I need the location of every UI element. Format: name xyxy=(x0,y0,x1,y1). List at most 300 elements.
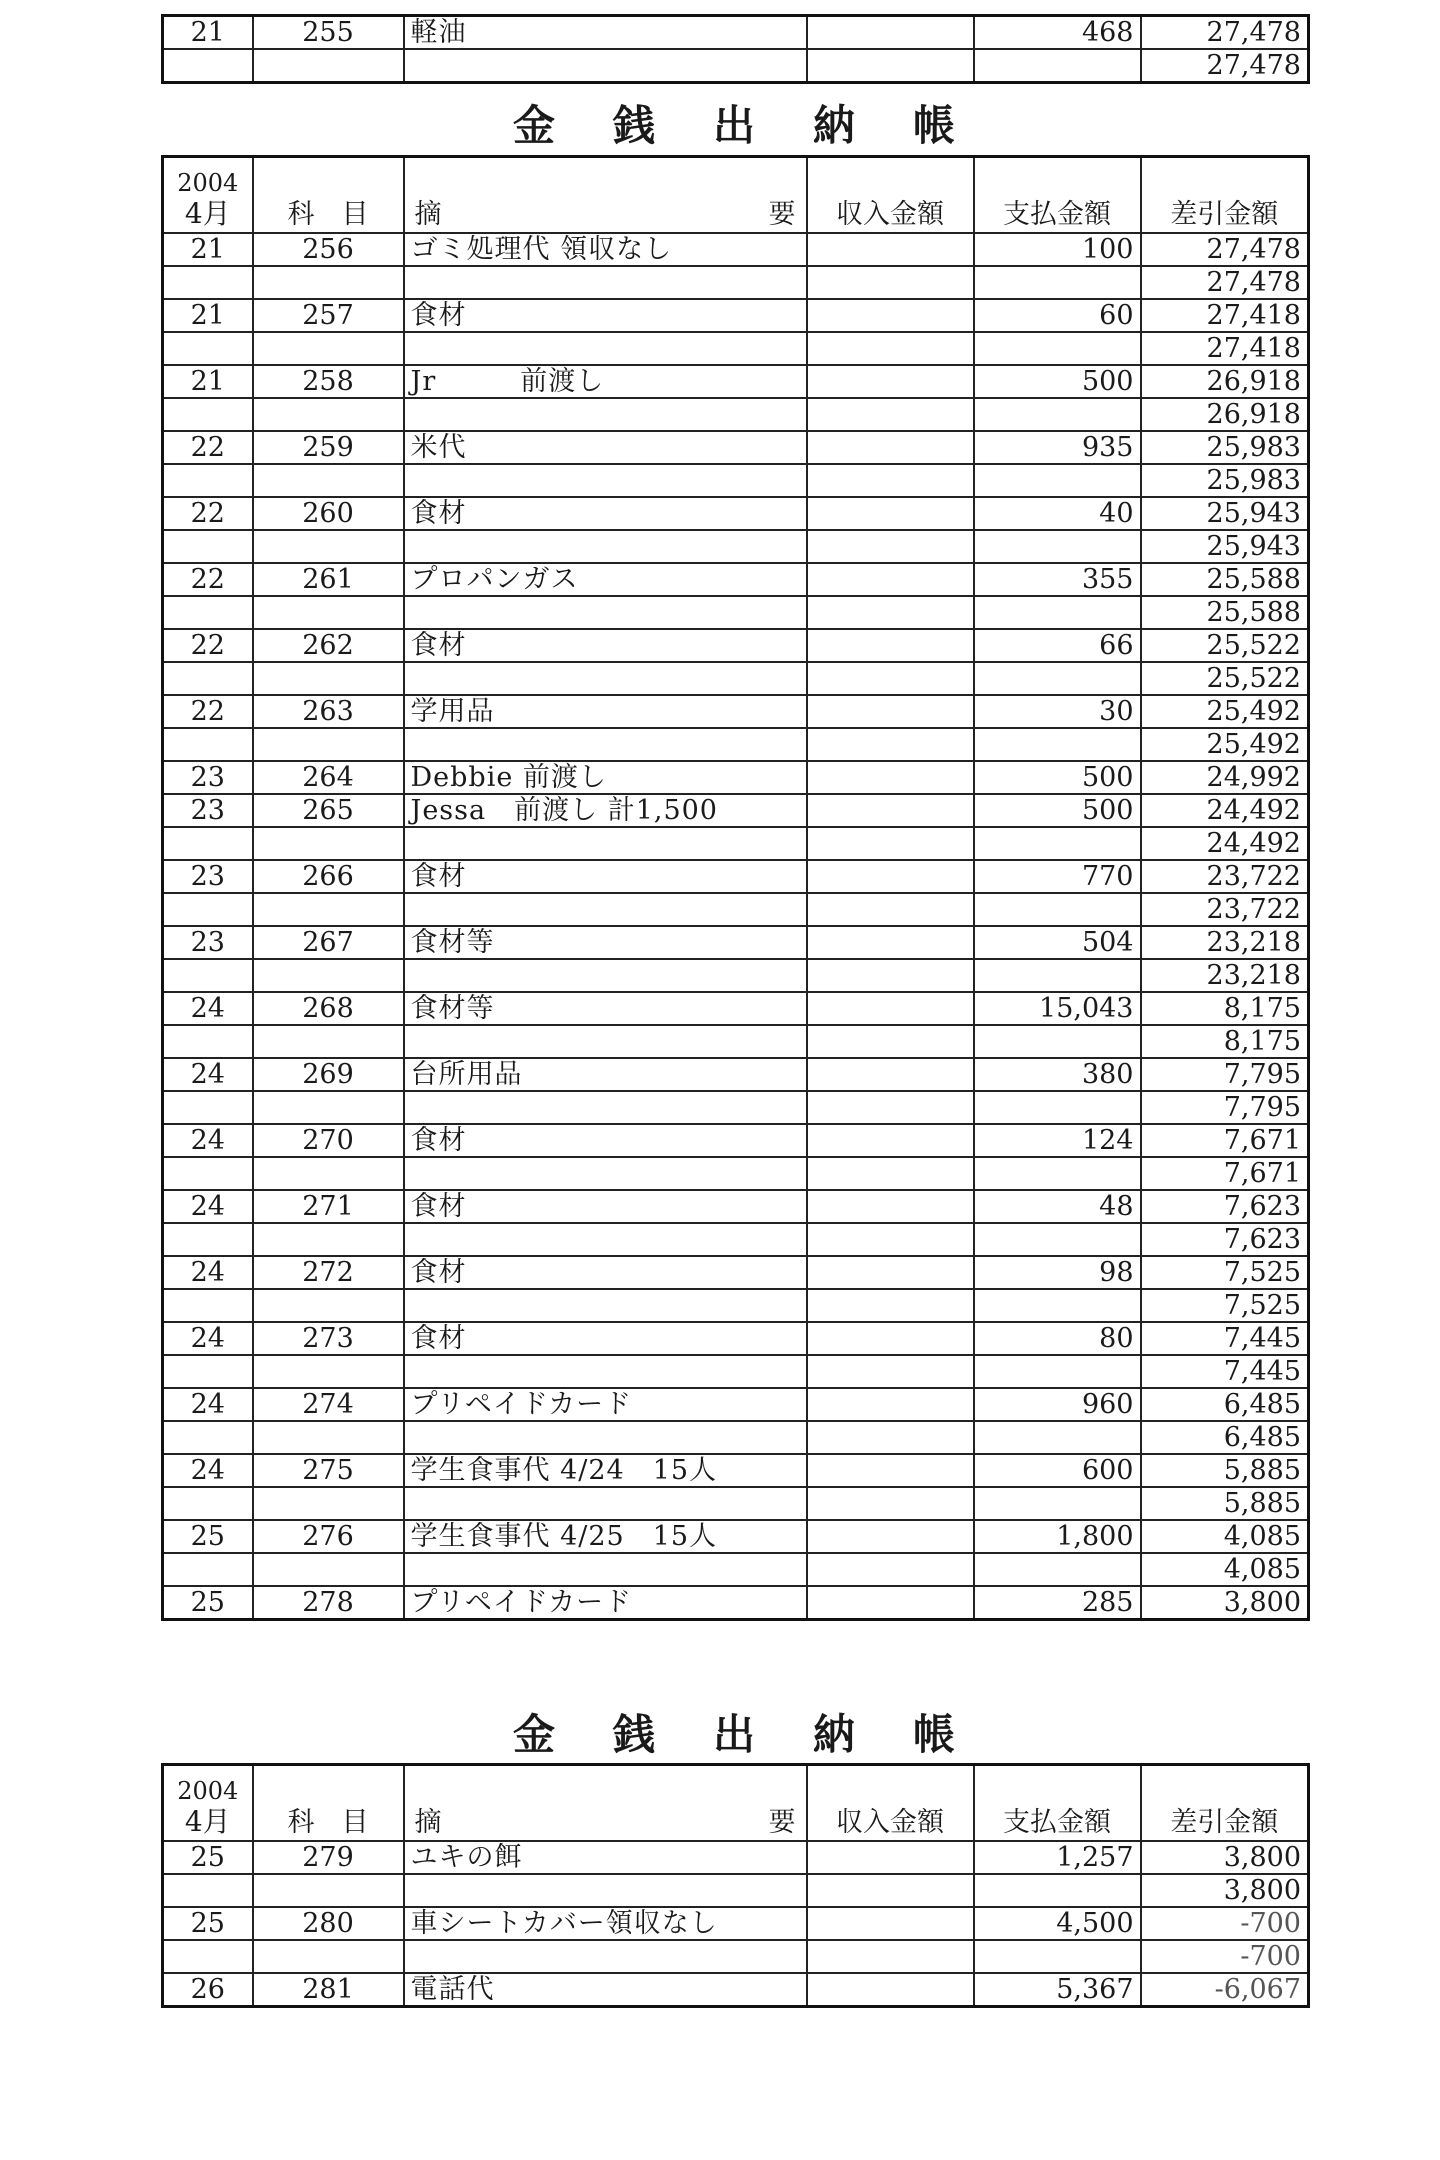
description-cell: 車シートカバー領収なし xyxy=(404,1907,807,1940)
date-cell xyxy=(163,662,253,695)
income-cell xyxy=(807,761,974,794)
date-cell xyxy=(163,266,253,299)
account-number-cell xyxy=(253,893,404,926)
payment-cell: 380 xyxy=(974,1058,1141,1091)
description-cell xyxy=(404,596,807,629)
income-cell xyxy=(807,1124,974,1157)
account-number-cell xyxy=(253,530,404,563)
account-number-cell xyxy=(253,1289,404,1322)
account-number-cell xyxy=(253,266,404,299)
balance-cell: 27,478 xyxy=(1141,49,1309,83)
payment-cell: 285 xyxy=(974,1586,1141,1620)
description-cell xyxy=(404,398,807,431)
description-cell xyxy=(404,662,807,695)
income-cell xyxy=(807,1388,974,1421)
table-row xyxy=(163,49,1309,83)
date-cell: 22 xyxy=(163,563,253,596)
account-number-cell xyxy=(253,959,404,992)
account-number-cell xyxy=(253,1940,404,1973)
income-cell xyxy=(807,431,974,464)
date-cell: 24 xyxy=(163,1256,253,1289)
payment-cell xyxy=(974,893,1141,926)
ledger-title: 金銭出納帳 xyxy=(512,101,1013,150)
description-cell xyxy=(404,1553,807,1586)
date-cell: 23 xyxy=(163,761,253,794)
description-cell: プロパンガス xyxy=(404,563,807,596)
income-column-header: 収入金額 xyxy=(807,1765,974,1842)
account-number-cell: 280 xyxy=(253,1907,404,1940)
table-row xyxy=(163,431,1309,464)
payment-cell: 500 xyxy=(974,365,1141,398)
income-cell xyxy=(807,827,974,860)
table-row xyxy=(163,1421,1309,1454)
balance-cell: 25,492 xyxy=(1141,728,1309,761)
description-cell: Debbie 前渡し xyxy=(404,761,807,794)
income-cell xyxy=(807,464,974,497)
description-cell xyxy=(404,1025,807,1058)
table-row xyxy=(163,1874,1309,1907)
balance-cell: 24,992 xyxy=(1141,761,1309,794)
date-cell xyxy=(163,530,253,563)
description-cell: プリペイドカード xyxy=(404,1388,807,1421)
balance-cell: 25,943 xyxy=(1141,497,1309,530)
date-cell xyxy=(163,1223,253,1256)
income-cell xyxy=(807,596,974,629)
description-cell: 食材 xyxy=(404,497,807,530)
income-cell xyxy=(807,1157,974,1190)
table-row xyxy=(163,1190,1309,1223)
balance-cell: 27,418 xyxy=(1141,332,1309,365)
income-cell xyxy=(807,299,974,332)
account-number-cell xyxy=(253,332,404,365)
income-cell xyxy=(807,49,974,83)
balance-cell: 7,445 xyxy=(1141,1322,1309,1355)
payment-column-header: 支払金額 xyxy=(974,157,1141,234)
income-cell xyxy=(807,1553,974,1586)
table-row xyxy=(163,1157,1309,1190)
income-cell xyxy=(807,959,974,992)
payment-cell xyxy=(974,1157,1141,1190)
description-cell xyxy=(404,1487,807,1520)
description-cell xyxy=(404,1421,807,1454)
desc-right-label: 要 xyxy=(768,1807,796,1838)
income-cell xyxy=(807,1421,974,1454)
account-number-cell: 255 xyxy=(253,16,404,50)
account-number-cell: 258 xyxy=(253,365,404,398)
date-cell: 24 xyxy=(163,1454,253,1487)
balance-cell: 7,623 xyxy=(1141,1190,1309,1223)
table-row xyxy=(163,497,1309,530)
balance-cell: 7,525 xyxy=(1141,1256,1309,1289)
description-cell xyxy=(404,49,807,83)
account-number-cell: 266 xyxy=(253,860,404,893)
date-cell xyxy=(163,1940,253,1973)
table-row xyxy=(163,1388,1309,1421)
table-row xyxy=(163,860,1309,893)
income-cell xyxy=(807,16,974,50)
income-cell xyxy=(807,926,974,959)
income-cell xyxy=(807,266,974,299)
balance-cell: 26,918 xyxy=(1141,365,1309,398)
table-row xyxy=(163,1058,1309,1091)
table-row xyxy=(163,266,1309,299)
balance-cell: -6,067 xyxy=(1141,1973,1309,2007)
income-column-header: 収入金額 xyxy=(807,157,974,234)
date-cell xyxy=(163,893,253,926)
balance-cell: 5,885 xyxy=(1141,1454,1309,1487)
balance-cell: 7,525 xyxy=(1141,1289,1309,1322)
table-row xyxy=(163,794,1309,827)
income-cell xyxy=(807,1355,974,1388)
payment-cell: 500 xyxy=(974,761,1141,794)
balance-cell: 7,795 xyxy=(1141,1091,1309,1124)
table-row xyxy=(163,992,1309,1025)
table-row xyxy=(163,662,1309,695)
account-number-cell: 278 xyxy=(253,1586,404,1620)
income-cell xyxy=(807,1025,974,1058)
date-cell xyxy=(163,728,253,761)
date-cell xyxy=(163,596,253,629)
table-row xyxy=(163,530,1309,563)
income-cell xyxy=(807,662,974,695)
description-cell: 米代 xyxy=(404,431,807,464)
payment-cell xyxy=(974,596,1141,629)
date-cell: 26 xyxy=(163,1973,253,2007)
description-cell: Jessa 前渡し 計1,500 xyxy=(404,794,807,827)
desc-left-label: 摘 xyxy=(414,199,442,230)
payment-cell xyxy=(974,662,1141,695)
balance-cell: -700 xyxy=(1141,1940,1309,1973)
table-row xyxy=(163,398,1309,431)
date-cell xyxy=(163,464,253,497)
account-number-cell: 276 xyxy=(253,1520,404,1553)
payment-cell xyxy=(974,1289,1141,1322)
income-cell xyxy=(807,629,974,662)
balance-cell: 6,485 xyxy=(1141,1388,1309,1421)
payment-cell: 48 xyxy=(974,1190,1141,1223)
income-cell xyxy=(807,1841,974,1874)
date-cell xyxy=(163,1289,253,1322)
date-cell xyxy=(163,49,253,83)
payment-cell: 30 xyxy=(974,695,1141,728)
income-cell xyxy=(807,695,974,728)
balance-cell: 7,671 xyxy=(1141,1157,1309,1190)
balance-cell: 25,588 xyxy=(1141,563,1309,596)
date-cell xyxy=(163,1874,253,1907)
description-column-header xyxy=(404,1765,807,1842)
description-cell xyxy=(404,1940,807,1973)
balance-cell: 25,492 xyxy=(1141,695,1309,728)
account-number-cell: 263 xyxy=(253,695,404,728)
description-cell: ゴミ処理代 領収なし xyxy=(404,233,807,266)
account-number-cell: 269 xyxy=(253,1058,404,1091)
income-cell xyxy=(807,365,974,398)
account-number-cell xyxy=(253,1355,404,1388)
payment-cell: 600 xyxy=(974,1454,1141,1487)
payment-cell: 60 xyxy=(974,299,1141,332)
payment-cell: 40 xyxy=(974,497,1141,530)
table-row xyxy=(163,464,1309,497)
balance-cell: 27,478 xyxy=(1141,266,1309,299)
year-label: 2004 xyxy=(177,1777,239,1805)
account-number-cell xyxy=(253,662,404,695)
table-row xyxy=(163,959,1309,992)
ledger-body xyxy=(163,16,1309,83)
description-cell xyxy=(404,1223,807,1256)
income-cell xyxy=(807,1940,974,1973)
date-cell xyxy=(163,1355,253,1388)
balance-cell: 23,722 xyxy=(1141,893,1309,926)
date-cell: 21 xyxy=(163,299,253,332)
balance-cell: 25,943 xyxy=(1141,530,1309,563)
description-cell: 食材 xyxy=(404,299,807,332)
date-cell xyxy=(163,1487,253,1520)
income-cell xyxy=(807,1907,974,1940)
table-row xyxy=(163,1289,1309,1322)
balance-cell: 27,478 xyxy=(1141,16,1309,50)
account-number-cell: 271 xyxy=(253,1190,404,1223)
income-cell xyxy=(807,1289,974,1322)
account-number-cell: 281 xyxy=(253,1973,404,2007)
date-cell: 25 xyxy=(163,1520,253,1553)
date-cell xyxy=(163,332,253,365)
desc-right-label: 要 xyxy=(768,199,796,230)
payment-cell: 468 xyxy=(974,16,1141,50)
payment-cell xyxy=(974,398,1141,431)
account-number-cell xyxy=(253,1487,404,1520)
description-cell: 食材 xyxy=(404,1256,807,1289)
payment-cell xyxy=(974,827,1141,860)
date-cell xyxy=(163,1157,253,1190)
payment-cell xyxy=(974,464,1141,497)
balance-cell: 23,722 xyxy=(1141,860,1309,893)
table-row xyxy=(163,233,1309,266)
payment-cell: 98 xyxy=(974,1256,1141,1289)
table-row xyxy=(163,893,1309,926)
table-row xyxy=(163,1322,1309,1355)
ledger-body xyxy=(163,1841,1309,2007)
balance-cell: 24,492 xyxy=(1141,794,1309,827)
balance-cell: 8,175 xyxy=(1141,992,1309,1025)
table-row xyxy=(163,761,1309,794)
description-cell: 食材 xyxy=(404,1190,807,1223)
account-number-cell: 257 xyxy=(253,299,404,332)
ledger-title: 金銭出納帳 xyxy=(512,1710,1013,1759)
date-cell: 23 xyxy=(163,794,253,827)
account-number-cell xyxy=(253,464,404,497)
payment-cell xyxy=(974,49,1141,83)
account-number-cell xyxy=(253,1421,404,1454)
account-number-cell: 272 xyxy=(253,1256,404,1289)
balance-cell: 4,085 xyxy=(1141,1553,1309,1586)
payment-cell: 5,367 xyxy=(974,1973,1141,2007)
income-cell xyxy=(807,1256,974,1289)
description-cell xyxy=(404,1091,807,1124)
ledger-header-row xyxy=(163,1765,1309,1842)
table-row xyxy=(163,1025,1309,1058)
description-cell xyxy=(404,959,807,992)
table-row xyxy=(163,1907,1309,1940)
table-row xyxy=(163,1454,1309,1487)
payment-cell xyxy=(974,1223,1141,1256)
payment-cell: 124 xyxy=(974,1124,1141,1157)
table-row xyxy=(163,365,1309,398)
payment-cell xyxy=(974,266,1141,299)
description-cell xyxy=(404,332,807,365)
account-number-cell xyxy=(253,1553,404,1586)
income-cell xyxy=(807,893,974,926)
table-row xyxy=(163,1223,1309,1256)
date-cell: 22 xyxy=(163,695,253,728)
date-cell: 24 xyxy=(163,992,253,1025)
balance-cell: 3,800 xyxy=(1141,1586,1309,1620)
date-cell xyxy=(163,827,253,860)
account-column-header: 科 目 xyxy=(253,157,404,234)
year-label: 2004 xyxy=(177,169,239,197)
account-number-cell xyxy=(253,1223,404,1256)
payment-cell xyxy=(974,1874,1141,1907)
table-row xyxy=(163,1841,1309,1874)
description-cell: 食材 xyxy=(404,1124,807,1157)
table-row xyxy=(163,1487,1309,1520)
income-cell xyxy=(807,398,974,431)
payment-cell xyxy=(974,530,1141,563)
table-row xyxy=(163,596,1309,629)
account-number-cell: 259 xyxy=(253,431,404,464)
payment-cell xyxy=(974,1487,1141,1520)
date-cell: 22 xyxy=(163,431,253,464)
ledger-table-continuation xyxy=(161,14,1310,84)
payment-cell xyxy=(974,1355,1141,1388)
table-row xyxy=(163,695,1309,728)
description-cell xyxy=(404,1355,807,1388)
date-cell: 22 xyxy=(163,497,253,530)
month-label: 4月 xyxy=(184,197,231,230)
description-cell: Jr 前渡し xyxy=(404,365,807,398)
income-cell xyxy=(807,1091,974,1124)
payment-cell: 770 xyxy=(974,860,1141,893)
income-cell xyxy=(807,1586,974,1620)
account-number-cell: 262 xyxy=(253,629,404,662)
payment-cell: 4,500 xyxy=(974,1907,1141,1940)
balance-cell: 25,983 xyxy=(1141,464,1309,497)
payment-cell: 100 xyxy=(974,233,1141,266)
balance-column-header: 差引金額 xyxy=(1141,157,1309,234)
balance-cell: 7,623 xyxy=(1141,1223,1309,1256)
balance-cell: 6,485 xyxy=(1141,1421,1309,1454)
balance-cell: 25,522 xyxy=(1141,662,1309,695)
balance-cell: 23,218 xyxy=(1141,959,1309,992)
account-number-cell xyxy=(253,1025,404,1058)
balance-cell: 7,671 xyxy=(1141,1124,1309,1157)
date-cell: 21 xyxy=(163,16,253,50)
income-cell xyxy=(807,1874,974,1907)
date-cell xyxy=(163,398,253,431)
date-column-header xyxy=(163,157,253,234)
payment-cell xyxy=(974,1091,1141,1124)
ledger-table-page-2 xyxy=(161,1763,1310,2008)
balance-cell: 27,478 xyxy=(1141,233,1309,266)
description-cell xyxy=(404,1289,807,1322)
date-cell xyxy=(163,1025,253,1058)
ledger-table-page-1 xyxy=(161,155,1310,1621)
ledger-body xyxy=(163,233,1309,1620)
table-row xyxy=(163,1973,1309,2007)
income-cell xyxy=(807,530,974,563)
account-number-cell: 273 xyxy=(253,1322,404,1355)
date-cell: 24 xyxy=(163,1190,253,1223)
table-row xyxy=(163,1256,1309,1289)
table-row xyxy=(163,332,1309,365)
date-cell xyxy=(163,959,253,992)
description-cell: 食材 xyxy=(404,860,807,893)
income-cell xyxy=(807,497,974,530)
date-cell: 25 xyxy=(163,1907,253,1940)
balance-cell: 25,983 xyxy=(1141,431,1309,464)
income-cell xyxy=(807,233,974,266)
description-cell xyxy=(404,266,807,299)
description-column-header xyxy=(404,157,807,234)
payment-cell: 80 xyxy=(974,1322,1141,1355)
description-cell: 学生食事代 4/25 15人 xyxy=(404,1520,807,1553)
description-cell xyxy=(404,893,807,926)
account-column-header: 科 目 xyxy=(253,1765,404,1842)
description-cell: 食材 xyxy=(404,629,807,662)
account-number-cell xyxy=(253,398,404,431)
payment-cell xyxy=(974,728,1141,761)
date-cell: 21 xyxy=(163,233,253,266)
table-row xyxy=(163,1520,1309,1553)
balance-cell: 24,492 xyxy=(1141,827,1309,860)
date-cell: 25 xyxy=(163,1841,253,1874)
income-cell xyxy=(807,794,974,827)
account-number-cell: 265 xyxy=(253,794,404,827)
balance-cell: 3,800 xyxy=(1141,1874,1309,1907)
table-row xyxy=(163,299,1309,332)
balance-cell: 25,588 xyxy=(1141,596,1309,629)
income-cell xyxy=(807,860,974,893)
income-cell xyxy=(807,992,974,1025)
payment-column-header: 支払金額 xyxy=(974,1765,1141,1842)
income-cell xyxy=(807,1487,974,1520)
date-column-header xyxy=(163,1765,253,1842)
date-cell: 23 xyxy=(163,860,253,893)
description-cell: 食材等 xyxy=(404,992,807,1025)
balance-cell: 23,218 xyxy=(1141,926,1309,959)
income-cell xyxy=(807,1454,974,1487)
table-row xyxy=(163,1091,1309,1124)
description-cell: 学生食事代 4/24 15人 xyxy=(404,1454,807,1487)
income-cell xyxy=(807,1058,974,1091)
account-number-cell: 270 xyxy=(253,1124,404,1157)
date-cell: 24 xyxy=(163,1058,253,1091)
balance-cell: 7,445 xyxy=(1141,1355,1309,1388)
balance-column-header: 差引金額 xyxy=(1141,1765,1309,1842)
account-number-cell: 268 xyxy=(253,992,404,1025)
account-number-cell xyxy=(253,827,404,860)
account-number-cell xyxy=(253,1874,404,1907)
income-cell xyxy=(807,563,974,596)
table-row xyxy=(163,1940,1309,1973)
date-cell: 24 xyxy=(163,1322,253,1355)
table-row xyxy=(163,16,1309,50)
date-cell xyxy=(163,1421,253,1454)
date-cell xyxy=(163,1553,253,1586)
income-cell xyxy=(807,1520,974,1553)
description-cell: 学用品 xyxy=(404,695,807,728)
balance-cell: 3,800 xyxy=(1141,1841,1309,1874)
table-row xyxy=(163,629,1309,662)
